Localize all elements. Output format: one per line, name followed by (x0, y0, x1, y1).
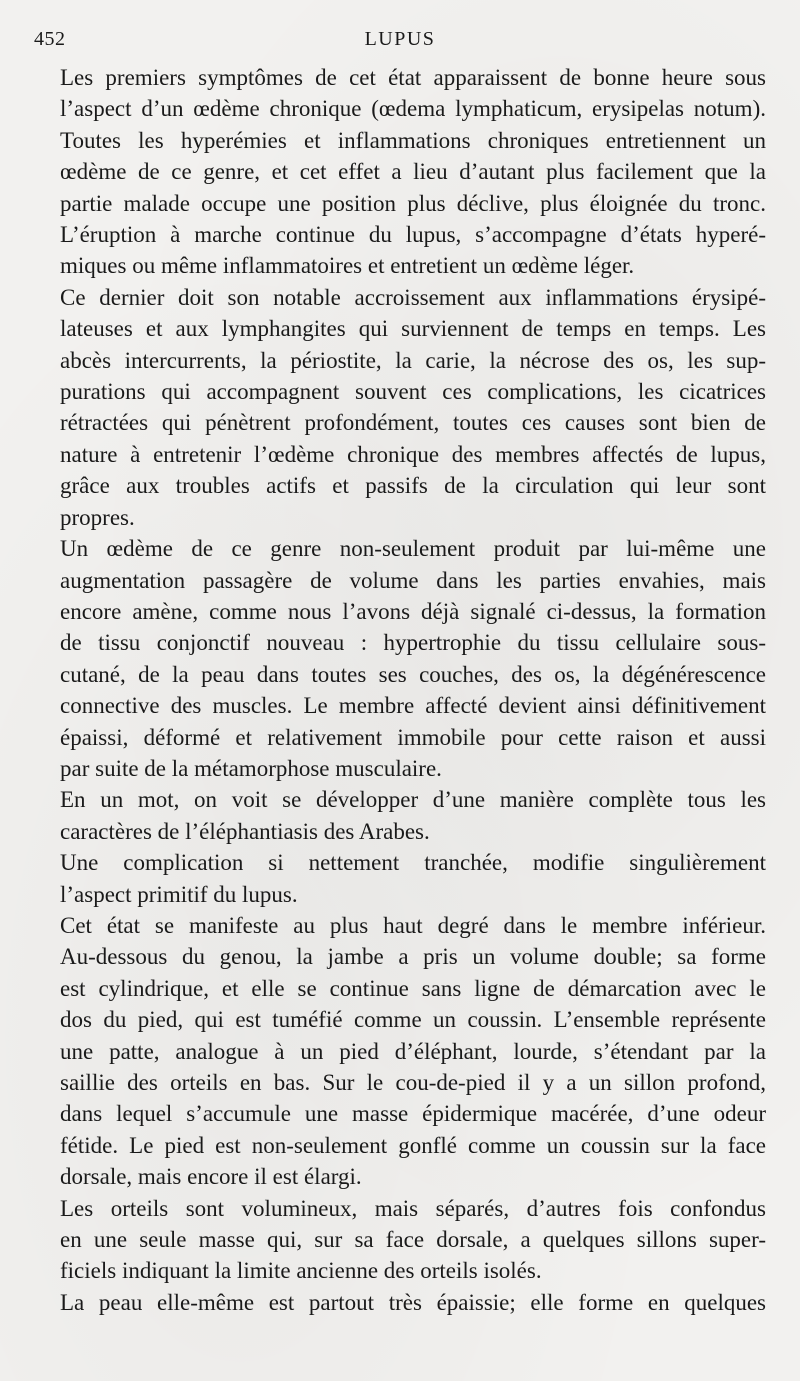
paragraph-9 (60, 1287, 766, 1318)
paragraph-8 (60, 1193, 766, 1287)
text-line: propres. (60, 504, 135, 530)
text-line: connective des muscles. Le membre affecté devient ainsi définitivement (60, 693, 766, 719)
body-text (60, 62, 766, 1318)
text-line: Au-dessous du genou, la jambe a pris un volume double; sa forme (60, 944, 766, 970)
text-line: nature à entretenir l’œdème chronique des membres affectés de lupus, (60, 441, 766, 467)
text-line: abcès intercurrents, la périostite, la carie, la nécrose des os, les sup- (60, 347, 766, 373)
text-line: En un mot, on voit se développer d’une manière complète tous les (60, 787, 766, 813)
paragraph-4 (60, 533, 766, 784)
text-line: Ce dernier doit son notable accroissement aux inflammations érysipé- (60, 284, 766, 310)
text-line: épaissi, déformé et relativement immobile pour cette raison et aussi (60, 724, 766, 750)
text-line: de tissu conjonctif nouveau : hypertrophie du tissu cellulaire sous- (60, 630, 766, 656)
paragraph-1 (60, 62, 766, 219)
text-line: fétide. Le pied est non-seulement gonflé comme un coussin sur la face (60, 1132, 766, 1158)
text-line: l’aspect d’un œdème chronique (œdema lymphaticum, erysipelas notum). (60, 96, 766, 122)
text-line: L’éruption à marche continue du lupus, s’accompagne d’états hyperé- (60, 222, 766, 248)
text-line: dorsale, mais encore il est élargi. (60, 1164, 362, 1190)
text-line: en une seule masse qui, sur sa face dorsale, a quelques sillons super- (60, 1227, 766, 1253)
text-line: Une complication si nettement tranchée, modifie singulièrement (60, 850, 766, 876)
text-line: dos du pied, qui est tuméfié comme un coussin. L’ensemble représente (60, 1007, 766, 1033)
text-line: rétractées qui pénètrent profondément, toutes ces causes sont bien de (60, 410, 766, 436)
text-line: une patte, analogue à un pied d’éléphant, lourde, s’étendant par la (60, 1038, 766, 1064)
text-line: miques ou même inflammatoires et entretient un œdème léger. (60, 253, 635, 279)
text-line: caractères de l’éléphantiasis des Arabes. (60, 818, 430, 844)
text-line: partie malade occupe une position plus déclive, plus éloignée du tronc. (60, 190, 766, 216)
text-line: Les premiers symptômes de cet état apparaissent de bonne heure sous (60, 65, 766, 90)
text-line: augmentation passagère de volume dans les parties envahies, mais (60, 567, 766, 593)
paragraph-3 (60, 282, 766, 533)
text-line: La peau elle-même est partout très épaissie; elle forme en quelques (60, 1289, 766, 1315)
paragraph-7 (60, 910, 766, 1193)
paragraph-6 (60, 847, 766, 910)
text-line: grâce aux troubles actifs et passifs de la circulation qui leur sont (60, 473, 766, 499)
text-line: œdème de ce genre, et cet effet a lieu d’autant plus facilement que la (60, 159, 766, 185)
text-line: purations qui accompagnent souvent ces complications, les cicatrices (60, 379, 766, 405)
text-line: dans lequel s’accumule une masse épidermique macérée, d’une odeur (60, 1101, 766, 1127)
text-line: Un œdème de ce genre non-seulement produit par lui-même une (60, 536, 766, 562)
text-line: cutané, de la peau dans toutes ses couches, des os, la dégénérescence (60, 661, 766, 687)
text-line: ficiels indiquant la limite ancienne des orteils isolés. (60, 1258, 542, 1284)
page-number: 452 (34, 28, 66, 50)
text-line: est cylindrique, et elle se continue sans ligne de démarcation avec le (60, 975, 766, 1001)
text-line: encore amène, comme nous l’avons déjà signalé ci-dessus, la formation (60, 598, 766, 624)
text-line: l’aspect primitif du lupus. (60, 881, 298, 907)
text-line: lateuses et aux lymphangites qui surviennent de temps en temps. Les (60, 316, 766, 342)
text-line: par suite de la métamorphose musculaire. (60, 755, 442, 781)
paragraph-5 (60, 784, 766, 847)
text-line: saillie des orteils en bas. Sur le cou-de-pied il y a un sillon profond, (60, 1070, 766, 1095)
page-header (30, 26, 770, 56)
text-line: Toutes les hyperémies et inflammations chroniques entretiennent un (60, 127, 766, 153)
paragraph-2 (60, 219, 766, 282)
text-line: Les orteils sont volumineux, mais séparés, d’autres fois confondus (60, 1195, 766, 1221)
text-line: Cet état se manifeste au plus haut degré dans le membre inférieur. (60, 912, 766, 938)
running-head-title: LUPUS (364, 28, 436, 50)
